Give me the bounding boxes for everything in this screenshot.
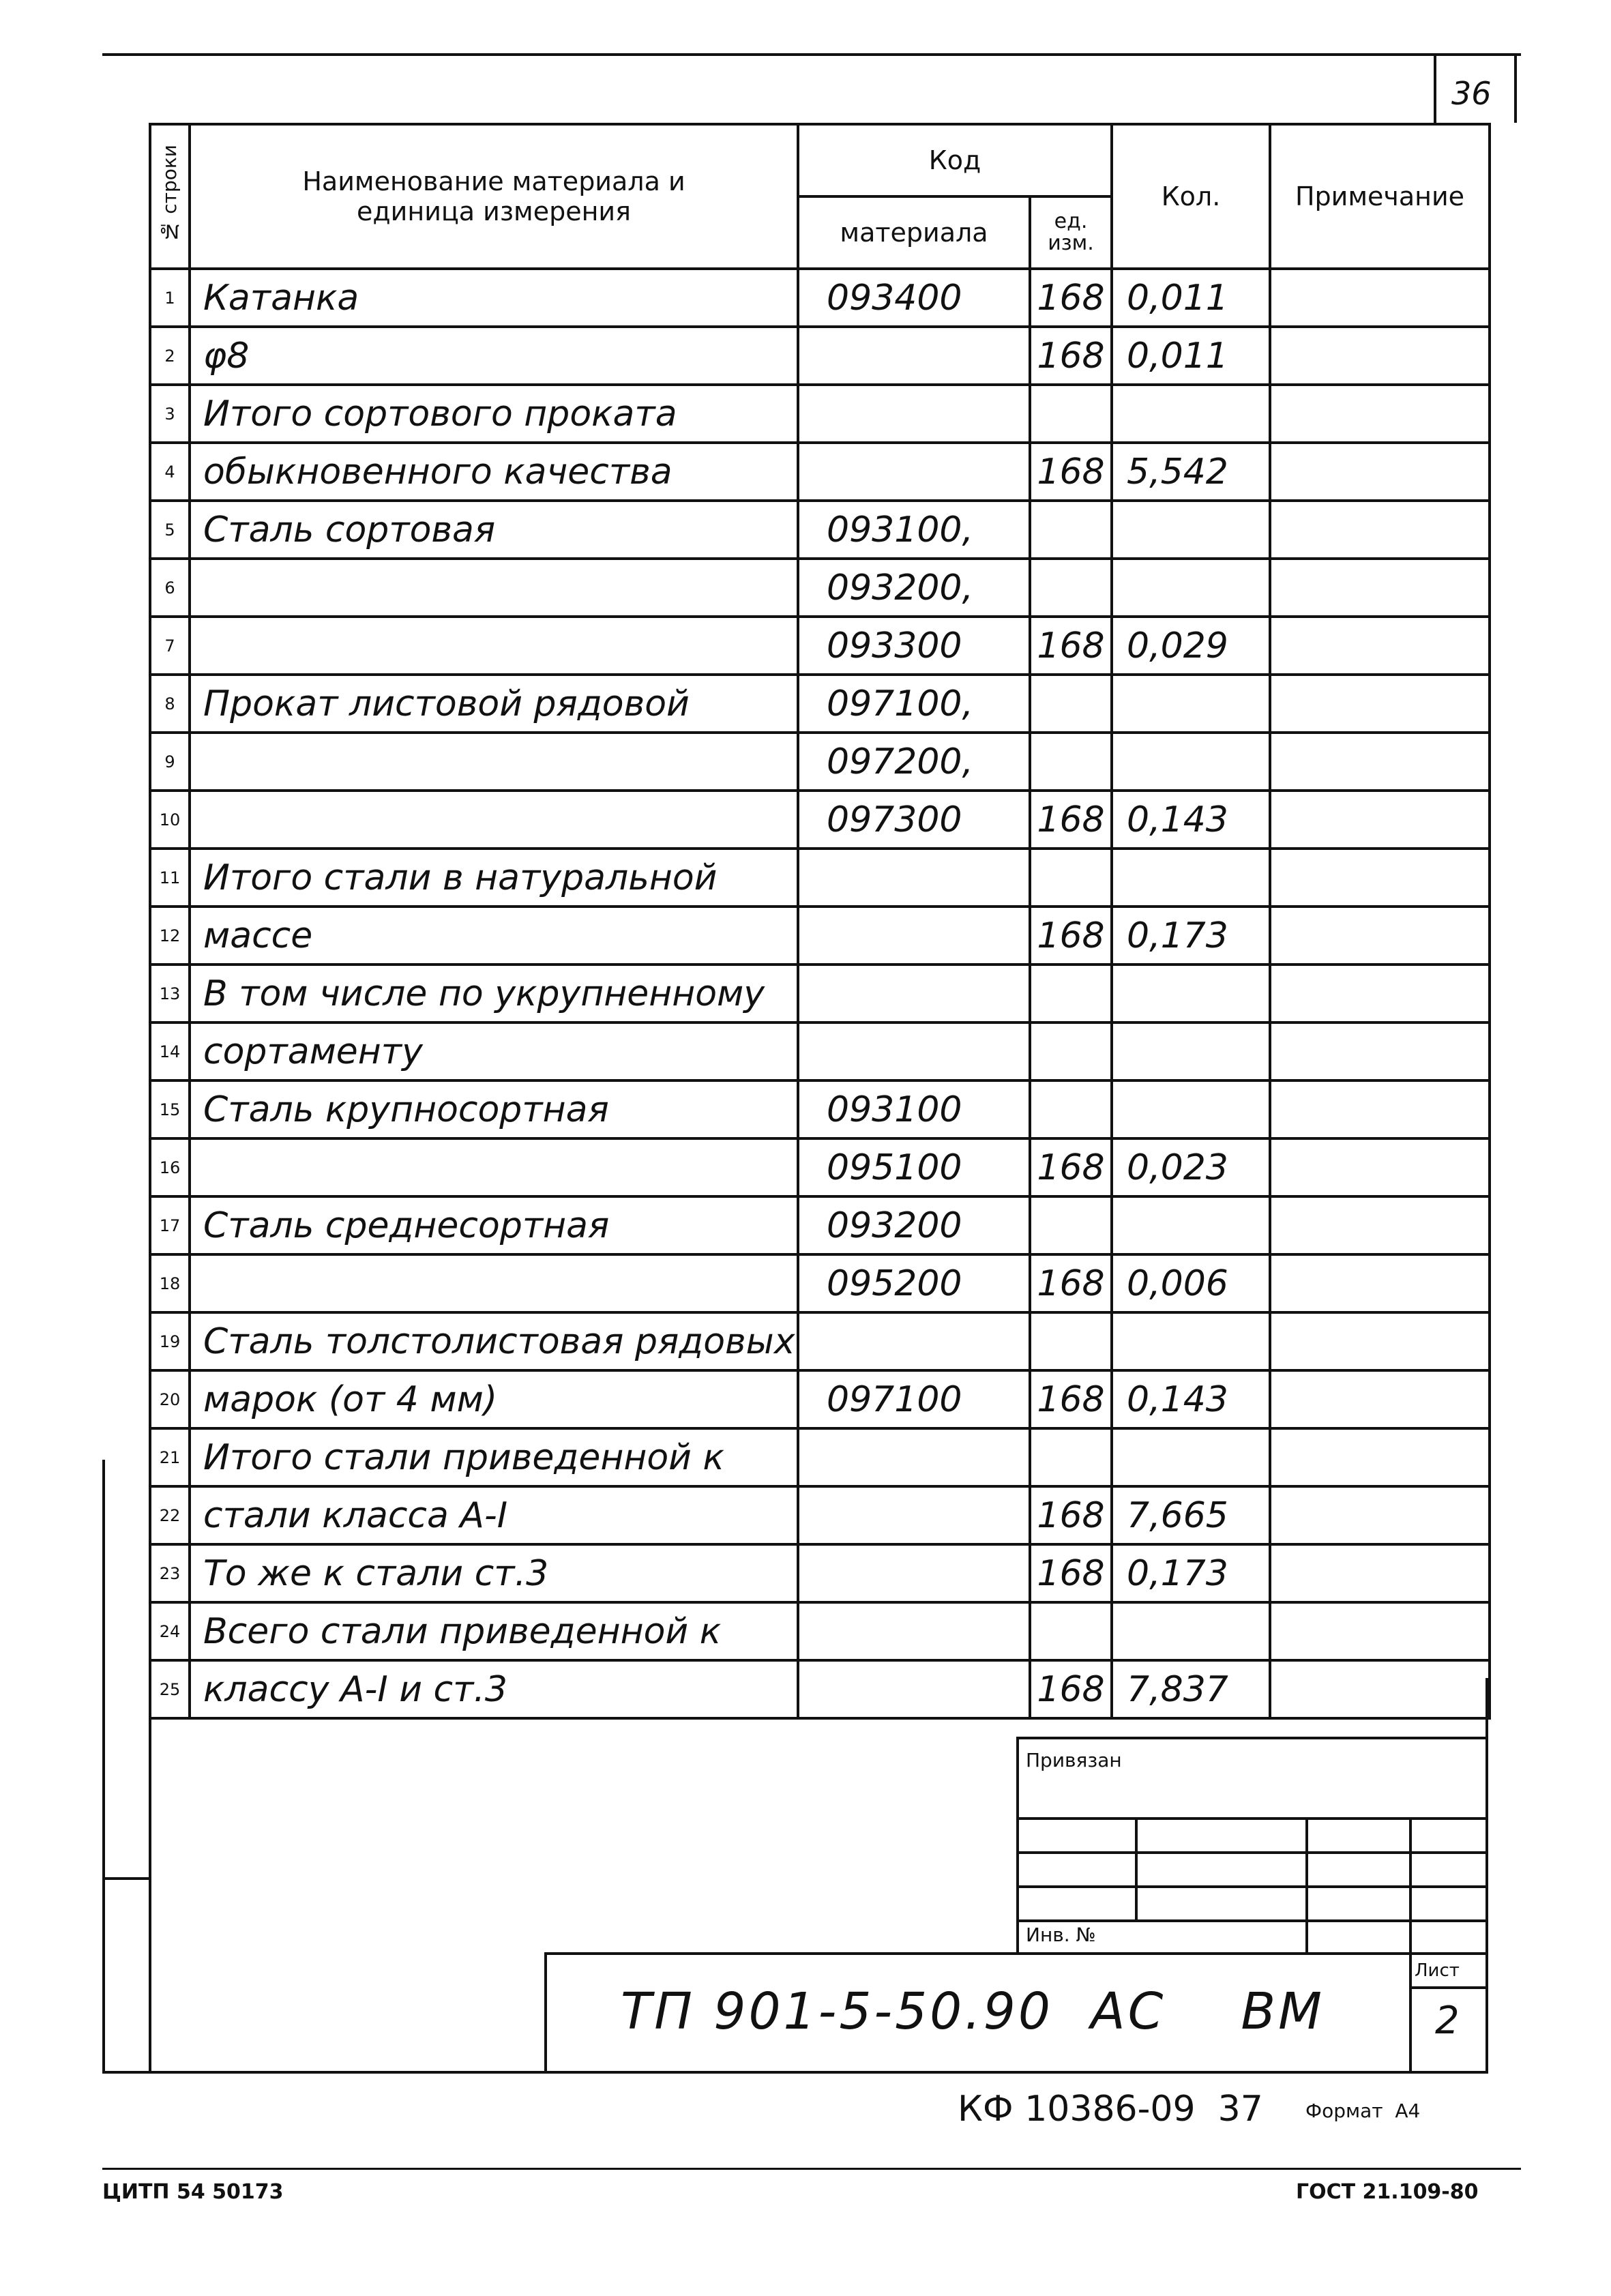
note bbox=[1270, 1602, 1490, 1660]
unit-code bbox=[1030, 965, 1112, 1022]
material-code bbox=[798, 1486, 1030, 1544]
note bbox=[1270, 733, 1490, 791]
material-name: Сталь толстолистовая рядовых bbox=[190, 1312, 798, 1370]
row-number: 23 bbox=[150, 1544, 190, 1602]
material-name: Сталь сортовая bbox=[190, 501, 798, 559]
material-code bbox=[798, 1602, 1030, 1660]
material-code: 093100 bbox=[798, 1080, 1030, 1138]
row-number: 9 bbox=[150, 733, 190, 791]
note bbox=[1270, 1312, 1490, 1370]
material-name: марок (от 4 мм) bbox=[190, 1370, 798, 1428]
quantity: 0,173 bbox=[1112, 1544, 1270, 1602]
corner-sheet-number: 36 bbox=[1451, 75, 1492, 112]
order-number: КФ 10386-09 37 bbox=[958, 2089, 1263, 2130]
note bbox=[1270, 1196, 1490, 1254]
row-number: 2 bbox=[150, 327, 190, 385]
quantity: 7,665 bbox=[1112, 1486, 1270, 1544]
material-name: Катанка bbox=[190, 269, 798, 327]
material-code: 097100, bbox=[798, 675, 1030, 733]
material-code: 093400 bbox=[798, 269, 1030, 327]
material-name bbox=[190, 617, 798, 675]
material-name: Итого стали приведенной к bbox=[190, 1428, 798, 1486]
title-sheet-line bbox=[1409, 1986, 1487, 1989]
unit-code: 168 bbox=[1030, 1486, 1112, 1544]
note bbox=[1270, 1428, 1490, 1486]
material-name: сортаменту bbox=[190, 1022, 798, 1080]
row-number: 21 bbox=[150, 1428, 190, 1486]
material-name: Сталь среднесортная bbox=[190, 1196, 798, 1254]
quantity bbox=[1112, 501, 1270, 559]
unit-code bbox=[1030, 559, 1112, 617]
linked-line-1 bbox=[1016, 1817, 1488, 1820]
note bbox=[1270, 1138, 1490, 1196]
material-name: Прокат листовой рядовой bbox=[190, 675, 798, 733]
quantity: 0,143 bbox=[1112, 1370, 1270, 1428]
unit-code: 168 bbox=[1030, 907, 1112, 965]
inv-label: Инв. № bbox=[1026, 1924, 1096, 1946]
table-row bbox=[150, 1660, 1490, 1718]
material-code bbox=[798, 1544, 1030, 1602]
quantity bbox=[1112, 1022, 1270, 1080]
table-row bbox=[150, 733, 1490, 791]
unit-code bbox=[1030, 849, 1112, 907]
material-name: Всего стали приведенной к bbox=[190, 1602, 798, 1660]
unit-code: 168 bbox=[1030, 1138, 1112, 1196]
material-code bbox=[798, 327, 1030, 385]
row-number: 13 bbox=[150, 965, 190, 1022]
row-number: 5 bbox=[150, 501, 190, 559]
table-row bbox=[150, 1428, 1490, 1486]
row-number: 12 bbox=[150, 907, 190, 965]
quantity bbox=[1112, 965, 1270, 1022]
material-code: 095200 bbox=[798, 1254, 1030, 1312]
material-code bbox=[798, 965, 1030, 1022]
format-label: Формат А4 bbox=[1305, 2100, 1421, 2122]
linked-vline-1 bbox=[1135, 1817, 1138, 1921]
note bbox=[1270, 385, 1490, 443]
header-note: Примечание bbox=[1270, 124, 1490, 269]
note bbox=[1270, 907, 1490, 965]
unit-code bbox=[1030, 1080, 1112, 1138]
linked-line-4 bbox=[1016, 1919, 1488, 1922]
note bbox=[1270, 791, 1490, 849]
row-number: 15 bbox=[150, 1080, 190, 1138]
material-name bbox=[190, 733, 798, 791]
table-row bbox=[150, 791, 1490, 849]
header-code: Код bbox=[798, 124, 1112, 196]
note bbox=[1270, 1022, 1490, 1080]
table-row bbox=[150, 675, 1490, 733]
unit-code bbox=[1030, 1312, 1112, 1370]
header-name: Наименование материала и единица измерения bbox=[190, 124, 798, 269]
table-row bbox=[150, 849, 1490, 907]
material-code: 097100 bbox=[798, 1370, 1030, 1428]
gost-label: ГОСТ 21.109-80 bbox=[1296, 2180, 1479, 2204]
table-row bbox=[150, 327, 1490, 385]
header-qty: Кол. bbox=[1112, 124, 1270, 269]
title-sheet-divider bbox=[1409, 1952, 1412, 2072]
unit-code: 168 bbox=[1030, 791, 1112, 849]
table-row bbox=[150, 1312, 1490, 1370]
table-row bbox=[150, 965, 1490, 1022]
row-number: 24 bbox=[150, 1602, 190, 1660]
material-name: Сталь крупносортная bbox=[190, 1080, 798, 1138]
quantity: 0,029 bbox=[1112, 617, 1270, 675]
quantity bbox=[1112, 1080, 1270, 1138]
linked-vline-3 bbox=[1409, 1817, 1412, 1955]
material-code: 093200, bbox=[798, 559, 1030, 617]
unit-code bbox=[1030, 1196, 1112, 1254]
unit-code bbox=[1030, 1428, 1112, 1486]
sheet-label: Лист bbox=[1415, 1960, 1460, 1981]
unit-code bbox=[1030, 385, 1112, 443]
unit-code bbox=[1030, 733, 1112, 791]
note bbox=[1270, 559, 1490, 617]
material-name: стали класса А-I bbox=[190, 1486, 798, 1544]
note bbox=[1270, 617, 1490, 675]
note bbox=[1270, 1080, 1490, 1138]
top-border-line bbox=[102, 53, 1521, 56]
linked-line-2 bbox=[1016, 1851, 1488, 1854]
publisher-label: ЦИТП 54 50173 bbox=[102, 2180, 284, 2204]
table-row bbox=[150, 907, 1490, 965]
material-name: То же к стали ст.3 bbox=[190, 1544, 798, 1602]
note bbox=[1270, 849, 1490, 907]
quantity: 0,173 bbox=[1112, 907, 1270, 965]
note bbox=[1270, 1254, 1490, 1312]
row-number: 6 bbox=[150, 559, 190, 617]
footer-line bbox=[102, 2168, 1521, 2170]
table-row bbox=[150, 1486, 1490, 1544]
note bbox=[1270, 327, 1490, 385]
material-name: обыкновенного качества bbox=[190, 443, 798, 501]
material-name bbox=[190, 1138, 798, 1196]
row-number: 14 bbox=[150, 1022, 190, 1080]
table-row bbox=[150, 1022, 1490, 1080]
unit-code: 168 bbox=[1030, 269, 1112, 327]
unit-code: 168 bbox=[1030, 1254, 1112, 1312]
material-code: 095100 bbox=[798, 1138, 1030, 1196]
table-row bbox=[150, 1602, 1490, 1660]
row-number: 8 bbox=[150, 675, 190, 733]
unit-code: 168 bbox=[1030, 1660, 1112, 1718]
unit-code bbox=[1030, 1022, 1112, 1080]
row-number: 11 bbox=[150, 849, 190, 907]
quantity: 0,006 bbox=[1112, 1254, 1270, 1312]
table-row bbox=[150, 617, 1490, 675]
linked-line-3 bbox=[1016, 1885, 1488, 1888]
table-row bbox=[150, 1370, 1490, 1428]
quantity: 0,011 bbox=[1112, 269, 1270, 327]
table-row bbox=[150, 501, 1490, 559]
note bbox=[1270, 1544, 1490, 1602]
unit-code: 168 bbox=[1030, 327, 1112, 385]
material-code bbox=[798, 1022, 1030, 1080]
material-code bbox=[798, 1660, 1030, 1718]
header-unit: ед. изм. bbox=[1030, 196, 1112, 269]
note bbox=[1270, 1486, 1490, 1544]
table-row bbox=[150, 1544, 1490, 1602]
material-code bbox=[798, 443, 1030, 501]
table-row bbox=[150, 1254, 1490, 1312]
left-margin-line bbox=[102, 1460, 105, 2074]
linked-label: Привязан bbox=[1026, 1749, 1122, 1771]
unit-code: 168 bbox=[1030, 1544, 1112, 1602]
document-designation: ТП 901-5-50.90 АС ВМ bbox=[621, 1982, 1325, 2041]
table-row bbox=[150, 1196, 1490, 1254]
row-number: 22 bbox=[150, 1486, 190, 1544]
row-number: 25 bbox=[150, 1660, 190, 1718]
table-row bbox=[150, 559, 1490, 617]
table-row bbox=[150, 1080, 1490, 1138]
note bbox=[1270, 675, 1490, 733]
sheet-value: 2 bbox=[1435, 1999, 1460, 2043]
quantity bbox=[1112, 1312, 1270, 1370]
quantity bbox=[1112, 1196, 1270, 1254]
quantity bbox=[1112, 733, 1270, 791]
quantity: 0,143 bbox=[1112, 791, 1270, 849]
quantity bbox=[1112, 559, 1270, 617]
material-code bbox=[798, 1312, 1030, 1370]
row-number: 17 bbox=[150, 1196, 190, 1254]
material-name: φ8 bbox=[190, 327, 798, 385]
material-name: массе bbox=[190, 907, 798, 965]
row-number: 4 bbox=[150, 443, 190, 501]
material-name: Итого стали в натуральной bbox=[190, 849, 798, 907]
unit-code: 168 bbox=[1030, 617, 1112, 675]
table-row bbox=[150, 443, 1490, 501]
materials-spec-table bbox=[149, 123, 1491, 1720]
material-name: классу А-I и ст.3 bbox=[190, 1660, 798, 1718]
quantity: 7,837 bbox=[1112, 1660, 1270, 1718]
header-material: материала bbox=[798, 196, 1030, 269]
note bbox=[1270, 443, 1490, 501]
quantity bbox=[1112, 849, 1270, 907]
quantity bbox=[1112, 1602, 1270, 1660]
frame-left-line bbox=[149, 1678, 151, 2074]
row-number: 1 bbox=[150, 269, 190, 327]
quantity bbox=[1112, 385, 1270, 443]
unit-code bbox=[1030, 675, 1112, 733]
material-name: В том числе по укрупненному bbox=[190, 965, 798, 1022]
row-number: 20 bbox=[150, 1370, 190, 1428]
left-margin-tick bbox=[102, 1877, 151, 1880]
material-name bbox=[190, 791, 798, 849]
material-name bbox=[190, 559, 798, 617]
quantity bbox=[1112, 675, 1270, 733]
table-row bbox=[150, 385, 1490, 443]
row-number: 19 bbox=[150, 1312, 190, 1370]
row-number: 18 bbox=[150, 1254, 190, 1312]
row-number: 3 bbox=[150, 385, 190, 443]
row-number: 16 bbox=[150, 1138, 190, 1196]
material-code: 093200 bbox=[798, 1196, 1030, 1254]
material-name: Итого сортового проката bbox=[190, 385, 798, 443]
quantity: 0,023 bbox=[1112, 1138, 1270, 1196]
note bbox=[1270, 269, 1490, 327]
quantity bbox=[1112, 1428, 1270, 1486]
quantity: 0,011 bbox=[1112, 327, 1270, 385]
material-code bbox=[798, 907, 1030, 965]
header-row-no: № строки bbox=[150, 124, 190, 269]
material-code bbox=[798, 385, 1030, 443]
material-code: 093300 bbox=[798, 617, 1030, 675]
note bbox=[1270, 1660, 1490, 1718]
table-row bbox=[150, 269, 1490, 327]
note bbox=[1270, 501, 1490, 559]
row-number: 7 bbox=[150, 617, 190, 675]
material-name bbox=[190, 1254, 798, 1312]
material-code: 097200, bbox=[798, 733, 1030, 791]
unit-code bbox=[1030, 1602, 1112, 1660]
material-code bbox=[798, 1428, 1030, 1486]
note bbox=[1270, 1370, 1490, 1428]
linked-vline-2 bbox=[1305, 1817, 1308, 1955]
table-row bbox=[150, 1138, 1490, 1196]
material-code bbox=[798, 849, 1030, 907]
note bbox=[1270, 965, 1490, 1022]
unit-code bbox=[1030, 501, 1112, 559]
row-number: 10 bbox=[150, 791, 190, 849]
material-code: 093100, bbox=[798, 501, 1030, 559]
unit-code: 168 bbox=[1030, 443, 1112, 501]
material-code: 097300 bbox=[798, 791, 1030, 849]
unit-code: 168 bbox=[1030, 1370, 1112, 1428]
quantity: 5,542 bbox=[1112, 443, 1270, 501]
